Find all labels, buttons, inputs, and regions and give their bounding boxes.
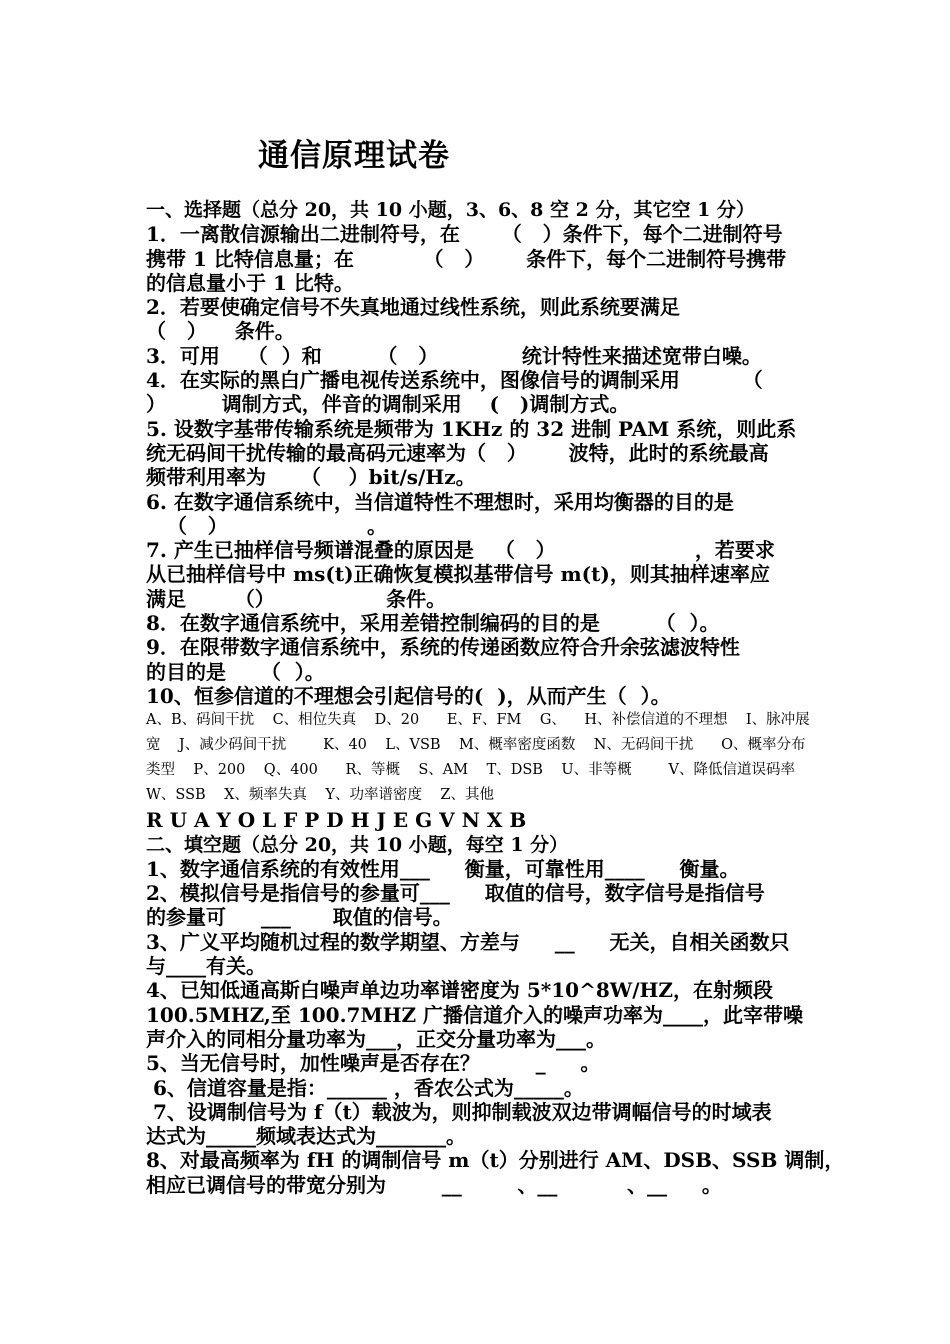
- options-line: 宽 J、减少码间干扰 K、40 L、VSB M、概率密度函数 N、无码间干扰 O、概率分布: [146, 737, 806, 754]
- question-line: 2、模拟信号是指信号的参量可___ 取值的信号，数字信号是指信号: [146, 881, 765, 906]
- options-line: W、SSB X、频率失真 Y、功率谱密度 Z、其他: [146, 787, 494, 804]
- question-line: 6、信道容量是指：______ ，香农公式为_____。: [146, 1075, 584, 1100]
- question-line: 的参量可 ___ 取值的信号。: [146, 905, 453, 930]
- question-line: 携带 1 比特信息量；在 （ ） 条件下，每个二进制符号携带: [146, 246, 787, 271]
- question-line: 2．若要使确定信号不失真地通过线性系统，则此系统要满足: [146, 295, 680, 320]
- question-line: （ ） 条件。: [146, 319, 295, 344]
- question-line: 达式为_____频域表达式为_______。: [146, 1124, 466, 1149]
- question-line: （ ） 。: [146, 513, 388, 538]
- answer-key: R U A Y O L F P D H J E G V N X B: [146, 808, 527, 833]
- question-line: 9．在限带数字通信系统中，系统的传递函数应符合升余弦滤波特性: [146, 635, 740, 660]
- section-heading-fill: 二、填空题（总分 20，共 10 小题，每空 1 分）: [146, 833, 569, 856]
- question-line: 相应已调信号的带宽分别为 __ 、__ 、__ 。: [146, 1172, 722, 1197]
- question-line: 3．可用 （ ）和 （ ） 统计特性来描述宽带白噪。: [146, 343, 762, 368]
- question-line: 8．在数字通信系统中，采用差错控制编码的目的是 （ ）。: [146, 611, 720, 636]
- page-title: 通信原理试卷: [258, 138, 450, 174]
- question-line: 频带利用率为 （ ）bit/s/Hz。: [146, 465, 476, 490]
- question-line: 与____有关。: [146, 954, 266, 979]
- options-line: 类型 P、200 Q、400 R、等概 S、AM T、DSB U、非等概 V、降低信道误码率: [146, 762, 795, 779]
- question-line: 4、已知低通高斯白噪声单边功率谱密度为 5*10^8W/HZ，在射频段: [146, 978, 774, 1003]
- question-line: 3、广义平均随机过程的数学期望、方差与 __ 无关，自相关函数只: [146, 929, 790, 954]
- options-line: A、B、码间干扰 C、相位失真 D、20 E、F、FM G、 H、补偿信道的不理想 I、脉冲展: [146, 712, 810, 729]
- question-line: 10、恒参信道的不理想会引起信号的( )，从而产生（ ）。: [146, 683, 671, 708]
- question-line: 1、数字通信系统的有效性用___ 衡量，可靠性用____ 衡量。: [146, 856, 740, 881]
- question-line: 5、当无信号时，加性噪声是否存在？ _ 。: [146, 1051, 601, 1076]
- question-line: 7. 产生已抽样信号频谱混叠的原因是 （ ） ，若要求: [146, 538, 775, 563]
- question-line: 1．一离散信源输出二进制符号，在 （ ）条件下，每个二进制符号: [146, 222, 783, 247]
- question-line: 4．在实际的黑白广播电视传送系统中，图像信号的调制采用 （: [146, 368, 763, 393]
- question-line: 7、设调制信号为 f（t）载波为，则抑制载波双边带调幅信号的时域表: [146, 1099, 772, 1124]
- exam-content: [146, 198, 845, 1197]
- question-line: 6. 在数字通信系统中，当信道特性不理想时，采用均衡器的目的是: [146, 489, 734, 514]
- section-heading-choice: 一、选择题（总分 20，共 10 小题，3、6、8 空 2 分，其它空 1 分）: [146, 199, 755, 221]
- question-line: 的目的是 （ ）。: [146, 659, 325, 684]
- question-line: ） 调制方式，伴音的调制采用 ( )调制方式。: [146, 392, 630, 417]
- question-line: 8、对最高频率为 fH 的调制信号 m（t）分别进行 AM、DSB、SSB 调制，: [146, 1148, 845, 1173]
- question-line: 的信息量小于 1 比特。: [146, 270, 354, 295]
- question-line: 5. 设数字基带传输系统是频带为 1KHz 的 32 进制 PAM 系统，则此系: [146, 416, 797, 441]
- question-line: 100.5MHZ,至 100.7MHZ 广播信道介入的噪声功率为____，此宰带噪: [146, 1002, 804, 1027]
- question-line: 统无码间干扰传输的最高码元速率为（ ） 波特，此时的系统最高: [146, 440, 769, 465]
- question-line: 满足 （） 条件。: [146, 586, 447, 611]
- question-line: 从已抽样信号中 ms(t)正确恢复模拟基带信号 m(t)，则其抽样速率应: [146, 562, 770, 587]
- question-line: 声介入的同相分量功率为___，正交分量功率为___。: [146, 1026, 606, 1051]
